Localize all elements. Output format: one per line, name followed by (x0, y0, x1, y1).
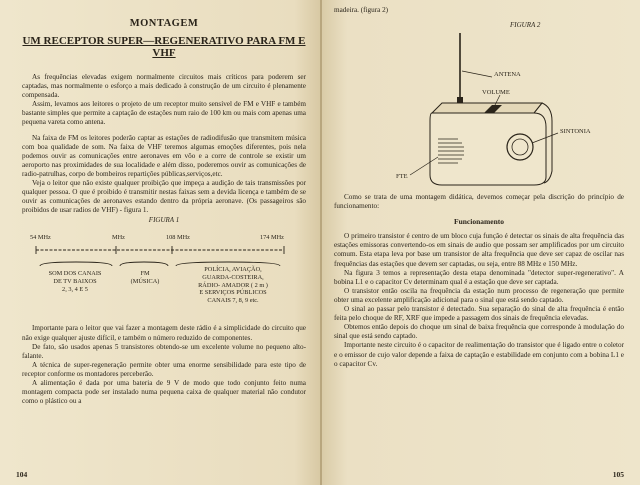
subtitle: Funcionamento (453, 217, 504, 227)
paragraph: Importante para o leitor que vai fazer a montagem deste rádio é a simplicidade do circuito que não exige qualquer ajuste difícil, e também o número reduzido de componentes. (22, 324, 306, 342)
paragraph: Na figura 3 temos a representação desta etapa denominada "detector super-regenerativo". A bobina L1 e o capacitor Cv determinam qual é a estação que deve ser captada. (334, 268, 624, 286)
paragraph: Como se trata de uma montagem didática, devemos começar pela discrição do princípio de funcionamento: (334, 193, 624, 211)
page-number: 105 (612, 470, 624, 479)
figure-1-caption: FIGURA 1 (148, 216, 180, 225)
continuation-line: madeira. (figura 2) (334, 6, 389, 14)
tick-label: MHz (112, 234, 125, 242)
frequency-band-diagram (22, 226, 306, 324)
radio-drawing (334, 31, 624, 189)
figure-2-caption: FIGURA 2 (510, 21, 541, 30)
section-title: MONTAGEM (129, 18, 199, 29)
speaker-grille (438, 139, 464, 163)
tick-label: 108 MHz (166, 234, 190, 242)
antenna-label: ANTENA (494, 71, 521, 79)
band-fm: FM (MÚSICA) (130, 270, 160, 285)
radio-illustration (334, 31, 624, 189)
speaker-label: FTE (396, 173, 408, 181)
band-tv-low: SOM DOS CANAIS DE TV BAIXOS 2, 3, 4 E 5 (48, 270, 102, 293)
tick-label: 54 MHz (30, 234, 51, 242)
band-bracket (120, 262, 168, 266)
tuning-knob (507, 134, 533, 160)
tuning-label: SINTONIA (560, 128, 591, 136)
paragraph: De fato, são usados apenas 5 transistores obtendo-se um excelente volume no pequeno alto-falante. (22, 342, 306, 360)
paragraph: As frequências elevadas exigem normalmente circuitos mais críticos para poderem ser captadas, mas normalmente o esforço a mais dedicado à construção de um circuito é plenamente compensada. (22, 73, 306, 100)
paragraph: Obtemos então depois do choque um sinal de baixa frequência que corresponde à modulação do sinal que está sendo captado. (334, 323, 624, 341)
paragraph: Importante neste circuito é o capacitor de realimentação do transistor que é ligado entre o coletor e o emissor de cujo valor depende a faixa de captação e estabilidade em conjunto com a bobina L1 e o capacitor Cv. (334, 341, 624, 368)
article-title: UM RECEPTOR SUPER—REGENERATIVO PARA FM E VHF (22, 35, 306, 59)
paragraph: O sinal ao passar pelo transistor é detectado. Sua separação do sinal de alta frequência é então feita pelo choque de RF, XRF que impede a passagem dos sinais de frequência elevadas. (334, 305, 624, 323)
paragraph: O primeiro transistor é centro de um bloco cuja função é detectar os sinais de alta frequência das estações emissoras convertendo-os em sinais de audio que possam ser amplificados por um circuito comum. Esta etapa leva por base um transistor de alta frequência que deve ser capaz de oscilar nas frequências das estações que devem ser captadas, ou seja, entre 88 MHz e 150 MHz. (334, 232, 624, 268)
paragraph: Veja o leitor que não existe qualquer proibição que impeça a audição de tais transmissões por qualquer pessoa. O que é proibido é transmitir nestas faixas sem a devida licença e também de se ouvir as comunicações de aeronaves estando dentro da própria aeronave. (Os passageiros são proibidos de usar radios de VHF) - figura 1. (22, 179, 306, 215)
paragraph: O transistor então oscila na frequência da estação num processo de regeneração que permite obter uma excelente amplificação adicional para o sinal que está sendo captado. (334, 286, 624, 304)
band-bracket (40, 262, 112, 266)
right-page (322, 0, 640, 485)
page-number: 104 (16, 470, 28, 479)
paragraph: A técnica de super-regeneração permite obter uma enorme sensibilidade para este tipo de receptor conforme os montadores perceberão. (22, 360, 306, 378)
volume-label: VOLUME (482, 89, 510, 97)
tick-label: 174 MHz (260, 234, 284, 242)
band-vhf-services: POLÍCIA, AVIAÇÃO, GUARDA-COSTEIRA, RÁDIO- AMADOR ( 2 m ) E SERVIÇOS PÚBLICOS CANAIS 7, 8, 9 etc. (198, 266, 268, 304)
paragraph: Na faixa de FM os leitores poderão captar as estações de radiodifusão que transmitem música com boa qualidade de som. Na faixa de VHF teremos algumas emoções diferentes, pois nela podemos ouvir as comunicações entre aeronaves em vôo e a corre de controle se existir um aeroporto nas proximidades de sua localidade e além disso, poderemos ouvir as comunicações de radio-patrulhas, corpo de bombeiros repartições públicas,serviços,etc. (22, 133, 306, 178)
paragraph: A alimentação é dada por uma bateria de 9 V de modo que todo conjunto feito numa montagem compacta pode ser instalado numa pequena caixa de qualquer material não condutor como o plástico ou a (22, 378, 306, 406)
paragraph: Assim, levamos aos leitores o projeto de um receptor muito sensível de FM e VHF e também bastante simples que permite a captação de estações num raio de 100 km ou mais com apenas uma pequena vareta como antena. (22, 100, 306, 127)
